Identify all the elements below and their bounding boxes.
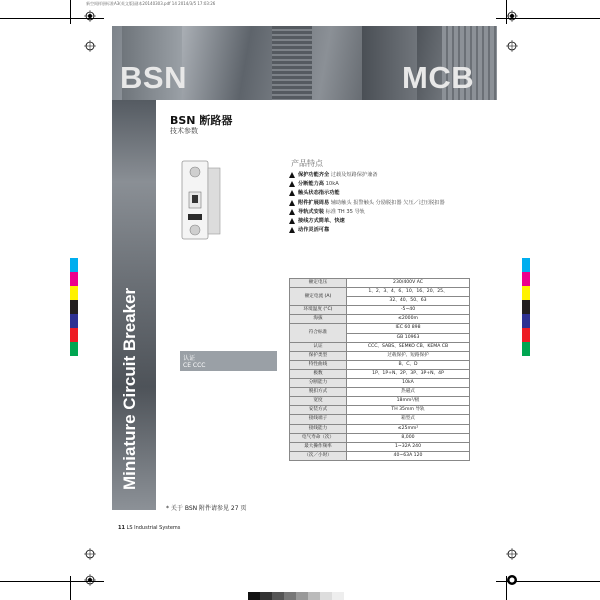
product-title: BSN 断路器 <box>170 114 233 127</box>
registration-mark-icon <box>506 40 518 52</box>
table-row: 环境温度 (°C) -5~40 <box>290 306 470 315</box>
table-row: 宽度 18mm²/极 <box>290 397 470 406</box>
triangle-bullet-icon <box>289 200 295 206</box>
table-row: 安装方式 TH 35mm 导轨 <box>290 406 470 415</box>
features-list <box>289 171 471 235</box>
footnote: * 关于 BSN 附件请参见 27 页 <box>166 505 247 512</box>
circuit-breaker-image <box>180 158 224 244</box>
table-row: （次／小时） 40~63A 120 <box>290 451 470 460</box>
certification-title: 认证 <box>183 355 196 362</box>
crop-mark <box>70 576 71 600</box>
feature-item: 导轨式安装 标准 TH 35 导轨 <box>289 208 471 217</box>
table-row: 分断能力 10kA <box>290 379 470 388</box>
vertical-section-title: Miniature Circuit Breaker <box>120 287 139 490</box>
crop-mark <box>70 0 71 24</box>
banner-mcb-label: MCB <box>402 60 475 95</box>
features-heading: 产品特点 <box>291 159 323 168</box>
triangle-bullet-icon <box>289 218 295 224</box>
table-row: 特性曲线 B、C、D <box>290 360 470 369</box>
triangle-bullet-icon <box>289 209 295 215</box>
triangle-bullet-icon <box>289 227 295 233</box>
triangle-bullet-icon <box>289 181 295 187</box>
feature-item: 接线方式简单、快速 <box>289 217 471 226</box>
registration-mark-icon <box>506 548 518 560</box>
table-row: 接线端子 箱型式 <box>290 415 470 424</box>
registration-mark-icon <box>506 574 518 586</box>
product-subtitle: 技术参数 <box>170 127 198 135</box>
spec-table <box>289 278 470 461</box>
table-row: 符合标准 IEC 60 898 <box>290 324 470 333</box>
banner-bsn-label: BSN <box>120 60 187 95</box>
table-row: 接线能力 ≤25mm² <box>290 424 470 433</box>
table-row: 认证 CCC、SABS、SEMKO CB、KEMA CB <box>290 342 470 351</box>
feature-item: 附件扩展周易 辅助触头 报警触头 分励脱扣器 欠压／过压脱扣器 <box>289 199 471 208</box>
table-row: 保护类型 过载保护、短路保护 <box>290 351 470 360</box>
table-row: 电气寿命（次） 8,000 <box>290 433 470 442</box>
company-name: LS Industrial Systems <box>126 525 181 531</box>
registration-mark-icon <box>84 548 96 560</box>
certification-box <box>180 351 277 371</box>
feature-item: 触头状态指示功能 <box>289 189 471 198</box>
feature-item: 分断能力高 10kA <box>289 180 471 189</box>
triangle-bullet-icon <box>289 190 295 196</box>
table-row: 海拔 ≤2000m <box>290 315 470 324</box>
print-header: 新空间样册标准A3(英文版)副本20140303.pdf 14 2014/3/5 17:03:26 <box>86 1 216 6</box>
registration-mark-icon <box>84 40 96 52</box>
table-row: GB 10963 <box>290 333 470 342</box>
table-row: 额定电流 (A) 1、2、3、4、6、10、16、20、25、 <box>290 288 470 297</box>
table-row: 极数 1P、1P+N、2P、3P、3P+N、4P <box>290 369 470 378</box>
table-row: 额定电压 230/400V AC <box>290 279 470 288</box>
table-row: 32、40、50、63 <box>290 297 470 306</box>
registration-mark-icon <box>84 10 96 22</box>
table-row: 脱扣方式 热磁式 <box>290 388 470 397</box>
triangle-bullet-icon <box>289 172 295 178</box>
registration-mark-icon <box>506 10 518 22</box>
certification-value: CE CCC <box>183 362 206 369</box>
page-number: 11 <box>118 525 125 531</box>
page-footer <box>118 525 180 531</box>
table-row: 最大操作频率 1~32A 240 <box>290 442 470 451</box>
registration-mark-icon <box>84 574 96 586</box>
feature-item: 动作灵活可靠 <box>289 226 471 235</box>
feature-item: 保护功能齐全 过载及短路保护兼备 <box>289 171 471 180</box>
